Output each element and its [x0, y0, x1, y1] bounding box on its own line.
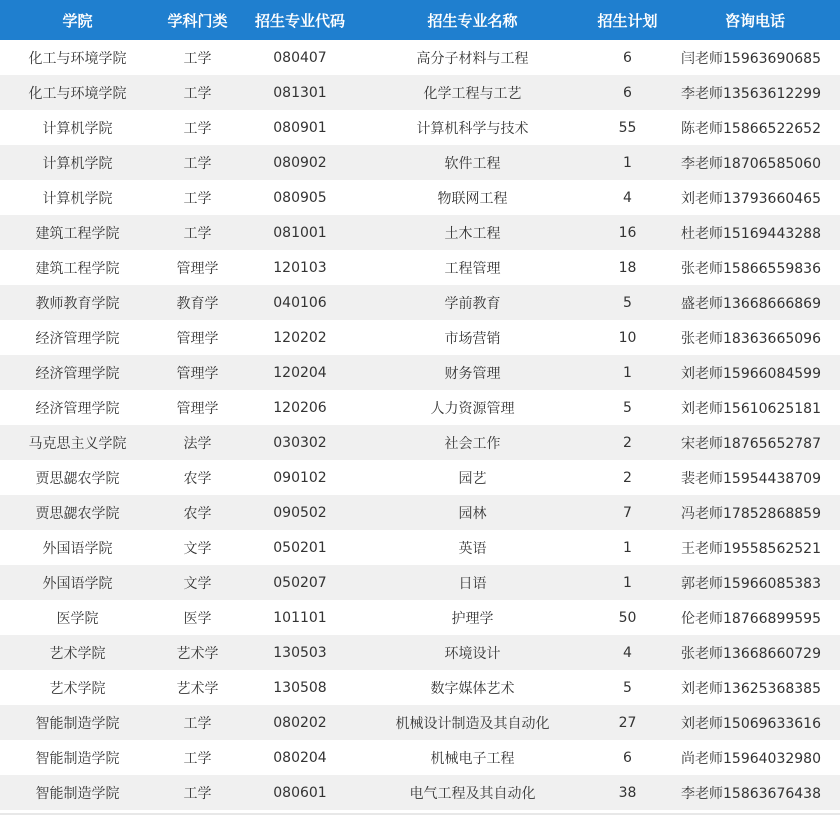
cell-major-name: 学前教育 [444, 295, 501, 312]
cell-major-name: 财务管理 [444, 365, 501, 382]
cell-college: 建筑工程学院 [35, 225, 120, 242]
cell-plan: 2 [623, 434, 632, 451]
cell-code: 120103 [273, 259, 327, 276]
cell-college: 医学院 [56, 610, 99, 627]
cell-major-name: 护理学 [451, 610, 494, 627]
header-name: 招生专业名称 [427, 11, 518, 30]
cell-code: 081301 [273, 84, 327, 101]
cell-category: 工学 [183, 50, 212, 67]
cell-major-name: 英语 [458, 540, 487, 557]
table-row [0, 355, 840, 390]
cell-plan: 2 [623, 469, 632, 486]
cell-category: 工学 [183, 715, 212, 732]
cell-college: 智能制造学院 [35, 785, 120, 802]
cell-major-name: 土木工程 [444, 225, 501, 242]
cell-plan: 7 [623, 504, 632, 521]
cell-category: 艺术学 [176, 680, 219, 697]
cell-college: 智能制造学院 [35, 715, 120, 732]
cell-major-name: 日语 [458, 575, 487, 592]
table-row [0, 670, 840, 705]
cell-phone: 宋老师18765652787 [681, 435, 821, 452]
cell-phone: 裴老师15954438709 [681, 470, 821, 487]
cell-code: 101101 [273, 609, 327, 626]
cell-code: 130503 [273, 644, 327, 661]
table-row [0, 495, 840, 530]
cell-code: 050207 [273, 574, 327, 591]
cell-major-name: 机械设计制造及其自动化 [395, 715, 550, 732]
cell-plan: 16 [618, 224, 637, 241]
header-code: 招生专业代码 [254, 11, 345, 30]
header-plan: 招生计划 [597, 11, 658, 30]
cell-plan: 27 [618, 714, 637, 731]
cell-plan: 5 [623, 399, 632, 416]
table-row [0, 320, 840, 355]
cell-category: 医学 [183, 610, 212, 627]
table-row [0, 740, 840, 775]
header-category: 学科门类 [167, 11, 228, 30]
cell-code: 120202 [273, 329, 327, 346]
cell-college: 化工与环境学院 [28, 50, 127, 67]
table-row [0, 600, 840, 635]
cell-college: 艺术学院 [49, 680, 106, 697]
cell-college: 计算机学院 [42, 120, 113, 137]
cell-phone: 盛老师13668666869 [681, 295, 821, 312]
cell-plan: 55 [618, 119, 637, 136]
cell-plan: 6 [623, 84, 632, 101]
cell-phone: 刘老师15966084599 [681, 365, 821, 382]
cell-college: 贾思勰农学院 [35, 505, 120, 522]
table-row [0, 390, 840, 425]
table-row [0, 250, 840, 285]
cell-category: 工学 [183, 750, 212, 767]
cell-phone: 尚老师15964032980 [681, 750, 821, 767]
cell-major-name: 人力资源管理 [430, 400, 515, 417]
cell-college: 教师教育学院 [35, 295, 120, 312]
cell-code: 090502 [273, 504, 327, 521]
cell-phone: 闫老师15963690685 [681, 50, 821, 67]
cell-category: 文学 [183, 540, 212, 557]
cell-category: 管理学 [176, 260, 219, 277]
table-row [0, 75, 840, 110]
cell-plan: 1 [623, 539, 632, 556]
cell-phone: 刘老师13625368385 [681, 680, 821, 697]
cell-major-name: 高分子材料与工程 [416, 50, 529, 67]
cell-college: 经济管理学院 [35, 365, 120, 382]
cell-category: 农学 [183, 505, 212, 522]
cell-college: 艺术学院 [49, 645, 106, 662]
table-row [0, 565, 840, 600]
cell-phone: 冯老师17852868859 [681, 505, 821, 522]
cell-category: 工学 [183, 225, 212, 242]
cell-major-name: 园艺 [458, 470, 487, 487]
cell-major-name: 市场营销 [444, 330, 501, 347]
cell-category: 法学 [183, 435, 212, 452]
cell-code: 090102 [273, 469, 327, 486]
cell-college: 马克思主义学院 [28, 435, 127, 452]
cell-code: 050201 [273, 539, 327, 556]
cell-plan: 5 [623, 679, 632, 696]
cell-category: 工学 [183, 190, 212, 207]
cell-major-name: 环境设计 [444, 645, 501, 662]
cell-plan: 6 [623, 49, 632, 66]
table-row [0, 110, 840, 145]
cell-phone: 王老师19558562521 [681, 540, 821, 557]
cell-college: 外国语学院 [42, 540, 113, 557]
cell-college: 贾思勰农学院 [35, 470, 120, 487]
cell-category: 管理学 [176, 400, 219, 417]
cell-phone: 张老师15866559836 [681, 260, 821, 277]
cell-major-name: 工程管理 [444, 260, 501, 277]
cell-plan: 4 [623, 189, 632, 206]
table-row [0, 285, 840, 320]
cell-code: 081001 [273, 224, 327, 241]
cell-category: 管理学 [176, 365, 219, 382]
cell-code: 080902 [273, 154, 327, 171]
table-row [0, 215, 840, 250]
table-row [0, 180, 840, 215]
cell-plan: 4 [623, 644, 632, 661]
cell-phone: 李老师13563612299 [681, 85, 821, 102]
cell-category: 文学 [183, 575, 212, 592]
cell-code: 120204 [273, 364, 327, 381]
cell-category: 管理学 [176, 330, 219, 347]
cell-college: 计算机学院 [42, 190, 113, 207]
cell-phone: 陈老师15866522652 [681, 120, 821, 137]
cell-code: 120206 [273, 399, 327, 416]
cell-phone: 郭老师15966085383 [681, 575, 821, 592]
cell-major-name: 机械电子工程 [430, 750, 515, 767]
cell-phone: 刘老师13793660465 [681, 190, 821, 207]
cell-plan: 38 [618, 784, 637, 801]
cell-category: 工学 [183, 85, 212, 102]
cell-code: 080901 [273, 119, 327, 136]
cell-plan: 1 [623, 154, 632, 171]
cell-phone: 李老师15863676438 [681, 785, 821, 802]
cell-phone: 杜老师15169443288 [681, 225, 821, 242]
header-phone: 咨询电话 [724, 11, 785, 30]
cell-major-name: 电气工程及其自动化 [409, 785, 536, 802]
table-row [0, 460, 840, 495]
cell-college: 经济管理学院 [35, 330, 120, 347]
cell-plan: 18 [618, 259, 637, 276]
cell-college: 智能制造学院 [35, 750, 120, 767]
cell-plan: 50 [618, 609, 637, 626]
cell-code: 080204 [273, 749, 327, 766]
cell-plan: 5 [623, 294, 632, 311]
cell-code: 080905 [273, 189, 327, 206]
cell-major-name: 化学工程与工艺 [423, 85, 522, 102]
table-header [0, 0, 840, 40]
cell-major-name: 物联网工程 [437, 190, 508, 207]
cell-category: 教育学 [176, 295, 219, 312]
cell-college: 计算机学院 [42, 155, 113, 172]
cell-code: 030302 [273, 434, 327, 451]
table-body [0, 40, 840, 810]
cell-college: 建筑工程学院 [35, 260, 120, 277]
cell-major-name: 计算机科学与技术 [416, 120, 529, 137]
cell-plan: 6 [623, 749, 632, 766]
cell-code: 040106 [273, 294, 327, 311]
cell-major-name: 园林 [458, 505, 487, 522]
table-row [0, 145, 840, 180]
cell-college: 化工与环境学院 [28, 85, 127, 102]
cell-major-name: 社会工作 [444, 435, 501, 452]
cell-code: 080202 [273, 714, 327, 731]
header-college: 学院 [62, 11, 93, 30]
cell-code: 080407 [273, 49, 327, 66]
cell-category: 工学 [183, 120, 212, 137]
cell-category: 工学 [183, 785, 212, 802]
table-row [0, 705, 840, 740]
cell-plan: 1 [623, 574, 632, 591]
cell-phone: 李老师18706585060 [681, 155, 821, 172]
table-row [0, 775, 840, 810]
header-row [0, 0, 840, 40]
cell-college: 经济管理学院 [35, 400, 120, 417]
table-row [0, 530, 840, 565]
cell-category: 工学 [183, 155, 212, 172]
cell-category: 艺术学 [176, 645, 219, 662]
cell-phone: 伦老师18766899595 [681, 610, 821, 627]
table-row [0, 40, 840, 75]
cell-category: 农学 [183, 470, 212, 487]
cell-major-name: 软件工程 [444, 155, 501, 172]
cell-code: 080601 [273, 784, 327, 801]
cell-code: 130508 [273, 679, 327, 696]
cell-plan: 10 [618, 329, 637, 346]
cell-phone: 张老师13668660729 [681, 645, 821, 662]
cell-college: 外国语学院 [42, 575, 113, 592]
cell-plan: 1 [623, 364, 632, 381]
cell-major-name: 数字媒体艺术 [430, 680, 515, 697]
table-row [0, 635, 840, 670]
cell-phone: 张老师18363665096 [681, 330, 821, 347]
cell-phone: 刘老师15069633616 [681, 715, 821, 732]
table-row [0, 425, 840, 460]
cell-phone: 刘老师15610625181 [681, 400, 821, 417]
